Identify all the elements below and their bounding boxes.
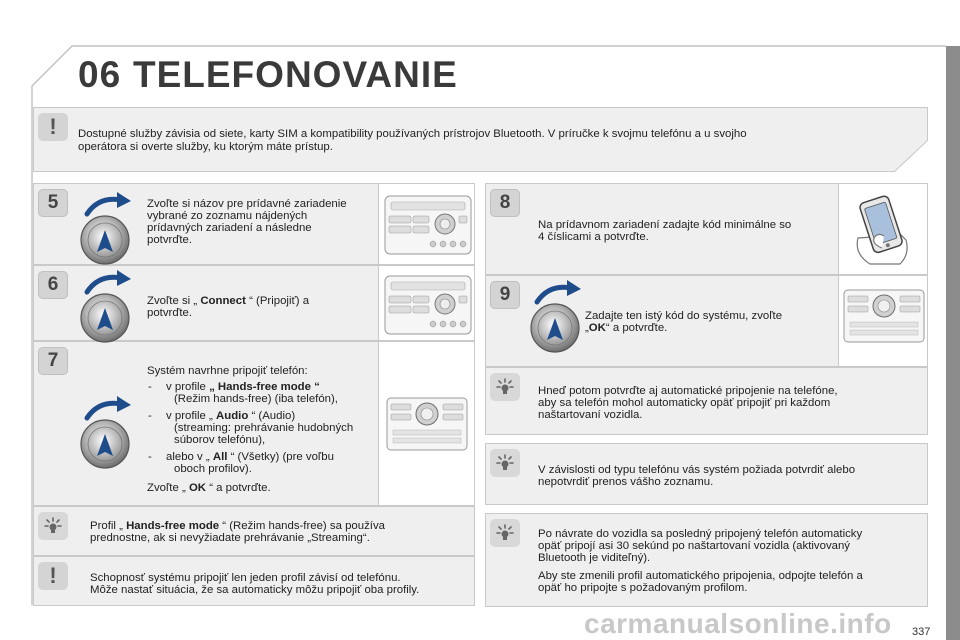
tip-hands-free-line1: Profil „ Hands-free mode “ (Režim hands-free) sa používa bbox=[90, 520, 385, 532]
lightbulb-icon bbox=[495, 523, 515, 543]
tip-auto-connect-line3: naštartovaní vozidla. bbox=[538, 409, 643, 421]
tip-return-line5: opäť ho pripojte s požadovaným profilom. bbox=[538, 582, 748, 594]
radio-unit-icon bbox=[383, 192, 473, 258]
rotary-knob-icon bbox=[73, 190, 139, 270]
chapter-side-tab bbox=[946, 46, 960, 640]
rotary-knob-icon bbox=[523, 278, 589, 358]
step-6-line1: Zvoľte si „ Connect “ (Pripojiť) a bbox=[147, 295, 310, 307]
step-7-bullet2-line2: (streaming: prehrávanie hudobných bbox=[174, 422, 354, 434]
step-6-badge: 6 bbox=[38, 271, 68, 299]
warning-single-profile-line1: Schopnosť systému pripojiť len jeden profil závisí od telefónu. bbox=[90, 572, 401, 584]
step-9-line2: „OK“ a potvrďte. bbox=[585, 322, 668, 334]
tip-return-line4: Aby ste zmenili profil automatického pripojenia, odpojte telefón a bbox=[538, 570, 863, 582]
step-7-bullet3-line1: alebo v „ All “ (Všetky) (pre voľbu bbox=[166, 451, 334, 463]
bullet-dash: - bbox=[148, 451, 152, 463]
step-8-line2: 4 číslicami a potvrďte. bbox=[538, 231, 649, 243]
radio-unit-icon bbox=[842, 284, 926, 346]
step-7-intro: Systém navrhne pripojiť telefón: bbox=[147, 365, 308, 377]
tip-auto-connect-line2: aby sa telefón mohol automaticky opäť pripojiť pri každom bbox=[538, 397, 831, 409]
step-7-bullet1-line2: (Režim hands-free) (iba telefón), bbox=[174, 393, 338, 405]
radio-unit-icon bbox=[385, 392, 471, 454]
tip-hands-free-line2: prednostne, ak si nevyžiadate prehrávanie „Streaming“. bbox=[90, 532, 370, 544]
page-number: 337 bbox=[912, 626, 931, 638]
tip-badge bbox=[38, 512, 68, 540]
chapter-number: 06 bbox=[78, 54, 122, 95]
step-5-line4: potvrďte. bbox=[147, 234, 192, 246]
warning-single-profile-line2: Môže nastať situácia, že sa automaticky môžu pripojiť oba profily. bbox=[90, 584, 420, 596]
panel-fold-corner bbox=[880, 140, 930, 174]
step-7-final: Zvoľte „ OK “ a potvrďte. bbox=[147, 482, 271, 494]
exclamation-icon: ! bbox=[49, 563, 57, 588]
lightbulb-icon bbox=[495, 377, 515, 397]
tip-return-line2: opäť pripojí asi 30 sekúnd po naštartovaní vozidla (aktivovaný bbox=[538, 540, 851, 552]
watermark: carmanualsonline.info bbox=[584, 608, 892, 639]
step-5-line2: vybrané zo zoznamu nájdených bbox=[147, 210, 308, 222]
top-note-line1: Dostupné služby závisia od siete, karty SIM a kompatibility používaných prístrojov Bluetooth. V príručke k svojmu telefónu a u svojho bbox=[78, 128, 747, 140]
bullet-dash: - bbox=[148, 410, 152, 422]
step-5-line3: prídavných zariadení a následne bbox=[147, 222, 312, 234]
radio-unit-icon bbox=[383, 272, 473, 338]
step-6-line2: potvrďte. bbox=[147, 307, 192, 319]
tip-phonebook-line1: V závislosti od typu telefónu vás systém požiada potvrdiť alebo bbox=[538, 464, 856, 476]
step-5-badge: 5 bbox=[38, 189, 68, 217]
tip-return-line1: Po návrate do vozidla sa posledný pripojený telefón automaticky bbox=[538, 528, 863, 540]
tip-badge bbox=[490, 519, 520, 547]
tip-auto-connect-line1: Hneď potom potvrďte aj automatické pripojenie na telefóne, bbox=[538, 385, 838, 397]
tip-badge bbox=[490, 449, 520, 477]
warning-badge bbox=[38, 113, 68, 141]
step-7-badge: 7 bbox=[38, 347, 68, 375]
rotary-knob-icon bbox=[73, 268, 139, 348]
bullet-dash: - bbox=[148, 381, 152, 393]
step-9-line1: Zadajte ten istý kód do systému, zvoľte bbox=[585, 310, 783, 322]
step-7-bullet2-line1: v profile „ Audio “ (Audio) bbox=[166, 410, 296, 422]
tip-return-line3: Bluetooth je viditeľný). bbox=[538, 552, 651, 564]
rotary-knob-icon bbox=[73, 394, 139, 474]
exclamation-icon: ! bbox=[49, 114, 57, 139]
lightbulb-icon bbox=[495, 453, 515, 473]
step-8-badge: 8 bbox=[490, 189, 520, 217]
step-7-bullet1-line1: v profile „ Hands-free mode “ bbox=[166, 381, 320, 393]
chapter-title: TELEFONOVANIE bbox=[133, 54, 458, 95]
step-9-badge: 9 bbox=[490, 281, 520, 309]
tip-phonebook-line2: nepotvrdiť prenos vášho zoznamu. bbox=[538, 476, 714, 488]
warning-badge bbox=[38, 562, 68, 590]
lightbulb-icon bbox=[43, 516, 63, 536]
step-8-line1: Na prídavnom zariadení zadajte kód minimálne so bbox=[538, 219, 792, 231]
step-7-bullet2-line3: súborov telefónu), bbox=[174, 434, 266, 446]
smartphone-hand-icon bbox=[848, 192, 918, 270]
top-note-line2: operátora si overte služby, ku ktorým máte prístup. bbox=[78, 141, 333, 153]
step-7-bullet3-line2: oboch profilov). bbox=[174, 463, 252, 475]
tip-badge bbox=[490, 373, 520, 401]
step-5-line1: Zvoľte si názov pre prídavné zariadenie bbox=[147, 198, 347, 210]
